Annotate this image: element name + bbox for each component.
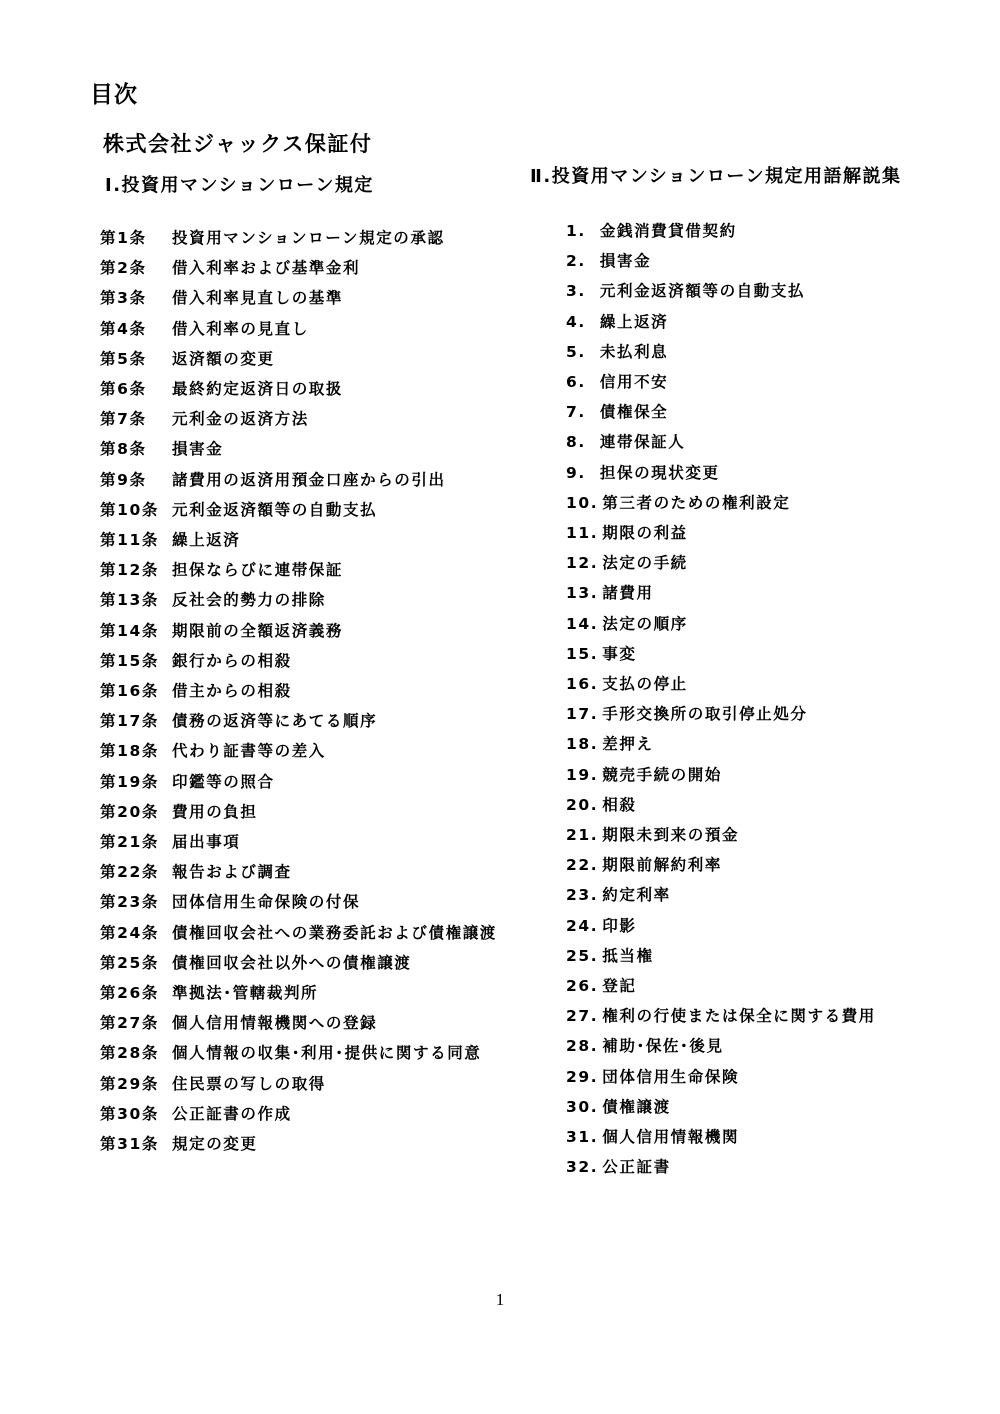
section-1-heading: Ⅰ.投資用マンションローン規定	[105, 175, 374, 196]
glossary-term: 第三者のための権利設定	[602, 493, 791, 512]
article-title: 債務の返済等にあてる順序	[172, 712, 378, 731]
glossary-item	[566, 337, 946, 367]
article-number: 第19条	[100, 772, 159, 791]
company-title: 株式会社ジャックス保証付	[103, 132, 373, 156]
glossary-term: 債権保全	[599, 403, 669, 422]
article-title: 返済額の変更	[172, 349, 275, 368]
glossary-term: 約定利率	[602, 886, 671, 905]
article-number: 第7条	[100, 410, 147, 429]
article-title: 借主からの相殺	[172, 682, 292, 701]
article-title: 債権回収会社への業務委託および債権譲渡	[172, 923, 497, 942]
page-heading: 目次	[90, 82, 138, 108]
glossary-item	[566, 880, 946, 910]
page-number: 1	[495, 1290, 505, 1309]
glossary-number: 8.	[566, 433, 586, 452]
glossary-number: 4.	[566, 312, 586, 331]
article-number: 第27条	[100, 1014, 159, 1033]
article-item	[100, 404, 510, 434]
glossary-term: 損害金	[599, 252, 652, 271]
article-title: 団体信用生命保険の付保	[172, 893, 361, 912]
article-title: 報告および調査	[172, 863, 292, 882]
glossary-number: 17.	[566, 705, 599, 724]
glossary-number: 12.	[566, 554, 599, 573]
article-number: 第25条	[100, 953, 159, 972]
glossary-item	[566, 548, 946, 578]
article-item	[100, 344, 510, 374]
article-number: 第12条	[100, 561, 159, 580]
glossary-number: 32.	[566, 1158, 599, 1177]
article-item	[100, 676, 510, 706]
article-title: 代わり証書等の差入	[172, 742, 326, 761]
glossary-item	[566, 1001, 946, 1031]
article-item	[100, 314, 510, 344]
glossary-item	[566, 246, 946, 276]
glossary-item	[566, 397, 946, 427]
glossary-item	[566, 307, 946, 337]
glossary-number: 9.	[566, 463, 586, 482]
glossary-term: 公正証書	[602, 1158, 671, 1177]
article-item	[100, 1038, 510, 1068]
article-number: 第6条	[100, 380, 147, 399]
section-2-heading: Ⅱ.投資用マンションローン規定用語解説集	[530, 166, 902, 187]
glossary-number: 29.	[566, 1067, 599, 1086]
glossary-number: 20.	[566, 795, 599, 814]
glossary-term: 未払利息	[599, 342, 669, 361]
article-title: 個人情報の収集･利用･提供に関する同意	[172, 1044, 482, 1063]
article-number: 第17条	[100, 712, 159, 731]
article-title: 元利金の返済方法	[172, 410, 309, 429]
article-item	[100, 223, 510, 253]
glossary-term: 抵当権	[602, 946, 654, 965]
glossary-item	[566, 1122, 946, 1152]
glossary-number: 10.	[566, 493, 599, 512]
article-title: 最終約定返済日の取扱	[172, 380, 344, 399]
article-number: 第3条	[100, 289, 147, 308]
article-title: 繰上返済	[172, 531, 241, 550]
glossary-number: 1.	[566, 222, 586, 240]
glossary-item	[566, 639, 946, 669]
glossary-item	[566, 941, 946, 971]
article-number: 第24条	[100, 923, 159, 942]
article-number: 第2条	[100, 259, 147, 278]
glossary-item	[566, 971, 946, 1001]
article-title: 期限前の全額返済義務	[172, 621, 344, 640]
article-item	[100, 616, 510, 646]
article-number: 第10条	[100, 500, 159, 519]
article-list	[100, 223, 510, 1159]
glossary-term: 期限未到来の預金	[602, 826, 740, 845]
glossary-number: 18.	[566, 735, 599, 754]
glossary-number: 11.	[566, 524, 599, 543]
article-item	[100, 918, 510, 948]
glossary-term: 競売手続の開始	[602, 765, 722, 784]
article-item	[100, 706, 510, 736]
article-title: 損害金	[172, 440, 224, 459]
glossary-number: 6.	[566, 373, 586, 392]
article-number: 第11条	[100, 531, 159, 550]
glossary-number: 22.	[566, 856, 599, 875]
glossary-item	[566, 518, 946, 548]
article-number: 第21条	[100, 833, 159, 852]
glossary-item	[566, 276, 946, 306]
glossary-item	[566, 669, 946, 699]
glossary-term: 相殺	[602, 795, 637, 814]
article-item	[100, 465, 510, 495]
glossary-term: 期限前解約利率	[602, 856, 722, 875]
article-number: 第30条	[100, 1104, 159, 1123]
article-number: 第29条	[100, 1074, 159, 1093]
glossary-number: 15.	[566, 644, 599, 663]
article-number: 第22条	[100, 863, 159, 882]
glossary-number: 3.	[566, 282, 586, 301]
article-title: 諸費用の返済用預金口座からの引出	[172, 470, 446, 489]
article-title: 住民票の写しの取得	[172, 1074, 326, 1093]
glossary-item	[566, 1092, 946, 1122]
glossary-item	[566, 427, 946, 457]
glossary-term: 個人信用情報機関	[602, 1128, 740, 1147]
article-title: 元利金返済額等の自動支払	[172, 500, 378, 519]
article-item	[100, 555, 510, 585]
article-number: 第23条	[100, 893, 159, 912]
glossary-term: 支払の停止	[602, 675, 688, 694]
glossary-item	[566, 699, 946, 729]
glossary-item	[566, 488, 946, 518]
article-item	[100, 646, 510, 676]
glossary-item	[566, 1031, 946, 1061]
glossary-term: 連帯保証人	[599, 433, 686, 452]
glossary-number: 7.	[566, 403, 586, 422]
glossary-number: 23.	[566, 886, 599, 905]
article-number: 第26条	[100, 984, 159, 1003]
glossary-number: 30.	[566, 1097, 599, 1116]
article-number: 第28条	[100, 1044, 159, 1063]
glossary-number: 26.	[566, 977, 599, 996]
article-title: 借入利率および基準金利	[172, 259, 361, 278]
article-title: 公正証書の作成	[172, 1104, 292, 1123]
glossary-item	[566, 1062, 946, 1092]
glossary-term: 期限の利益	[602, 524, 688, 543]
article-number: 第18条	[100, 742, 159, 761]
article-title: 規定の変更	[172, 1135, 258, 1154]
glossary-term: 法定の順序	[602, 614, 688, 633]
glossary-item	[566, 1152, 946, 1182]
article-item	[100, 1008, 510, 1038]
article-item	[100, 1129, 510, 1159]
glossary-item	[566, 760, 946, 790]
glossary-term: 登記	[602, 977, 637, 996]
glossary-item	[566, 578, 946, 608]
article-item	[100, 525, 510, 555]
article-item	[100, 827, 510, 857]
glossary-item	[566, 911, 946, 941]
article-title: 銀行からの相殺	[172, 651, 292, 670]
article-item	[100, 585, 510, 615]
article-title: 反社会的勢力の排除	[172, 591, 326, 610]
article-title: 印鑑等の照合	[172, 772, 275, 791]
glossary-item	[566, 850, 946, 880]
article-title: 担保ならびに連帯保証	[172, 561, 344, 580]
article-number: 第8条	[100, 440, 147, 459]
article-number: 第14条	[100, 621, 159, 640]
article-title: 費用の負担	[172, 802, 258, 821]
glossary-term: 事変	[602, 644, 637, 663]
glossary-number: 27.	[566, 1007, 599, 1026]
glossary-term: 諸費用	[602, 584, 654, 603]
glossary-number: 16.	[566, 675, 599, 694]
glossary-number: 25.	[566, 946, 599, 965]
glossary-number: 31.	[566, 1128, 599, 1147]
article-number: 第15条	[100, 651, 159, 670]
glossary-term: 団体信用生命保険	[602, 1067, 740, 1086]
glossary-term: 債権譲渡	[602, 1097, 671, 1116]
glossary-term: 担保の現状変更	[599, 463, 720, 482]
glossary-number: 13.	[566, 584, 599, 603]
article-item	[100, 495, 510, 525]
glossary-number: 28.	[566, 1037, 599, 1056]
article-item	[100, 978, 510, 1008]
article-item	[100, 434, 510, 464]
glossary-number: 2.	[566, 252, 586, 271]
glossary-number: 14.	[566, 614, 599, 633]
glossary-item	[566, 216, 946, 246]
glossary-item	[566, 790, 946, 820]
article-number: 第31条	[100, 1135, 159, 1154]
glossary-term: 印影	[602, 916, 637, 935]
article-title: 準拠法･管轄裁判所	[172, 984, 319, 1003]
article-item	[100, 767, 510, 797]
glossary-term: 差押え	[602, 735, 654, 754]
article-title: 借入利率の見直し	[172, 319, 309, 338]
article-number: 第1条	[100, 229, 147, 247]
glossary-term: 権利の行使または保全に関する費用	[602, 1007, 876, 1026]
article-item	[100, 253, 510, 283]
article-item	[100, 1069, 510, 1099]
glossary-list	[566, 216, 946, 1183]
glossary-term: 手形交換所の取引停止処分	[602, 705, 808, 724]
glossary-term: 法定の手続	[602, 554, 688, 573]
glossary-number: 24.	[566, 916, 599, 935]
article-title: 借入利率見直しの基準	[172, 289, 344, 308]
article-number: 第9条	[100, 470, 147, 489]
glossary-item	[566, 367, 946, 397]
article-number: 第13条	[100, 591, 159, 610]
glossary-term: 繰上返済	[599, 312, 669, 331]
article-title: 届出事項	[172, 833, 241, 852]
glossary-item	[566, 458, 946, 488]
glossary-number: 19.	[566, 765, 599, 784]
glossary-item	[566, 729, 946, 759]
article-item	[100, 857, 510, 887]
glossary-number: 21.	[566, 826, 599, 845]
article-number: 第20条	[100, 802, 159, 821]
article-title: 債権回収会社以外への債権譲渡	[172, 953, 412, 972]
glossary-number: 5.	[566, 342, 586, 361]
article-item	[100, 374, 510, 404]
article-item	[100, 797, 510, 827]
glossary-item	[566, 609, 946, 639]
article-item	[100, 283, 510, 313]
glossary-term: 元利金返済額等の自動支払	[599, 282, 806, 301]
article-title: 個人信用情報機関への登録	[172, 1014, 378, 1033]
article-number: 第5条	[100, 349, 147, 368]
article-title: 投資用マンションローン規定の承認	[172, 229, 445, 247]
article-number: 第4条	[100, 319, 147, 338]
glossary-item	[566, 820, 946, 850]
article-item	[100, 736, 510, 766]
article-item	[100, 948, 510, 978]
article-number: 第16条	[100, 682, 159, 701]
article-item	[100, 1099, 510, 1129]
glossary-term: 信用不安	[599, 373, 669, 392]
glossary-term: 補助･保佐･後見	[602, 1037, 724, 1056]
article-item	[100, 887, 510, 917]
glossary-term: 金銭消費貸借契約	[599, 222, 737, 240]
